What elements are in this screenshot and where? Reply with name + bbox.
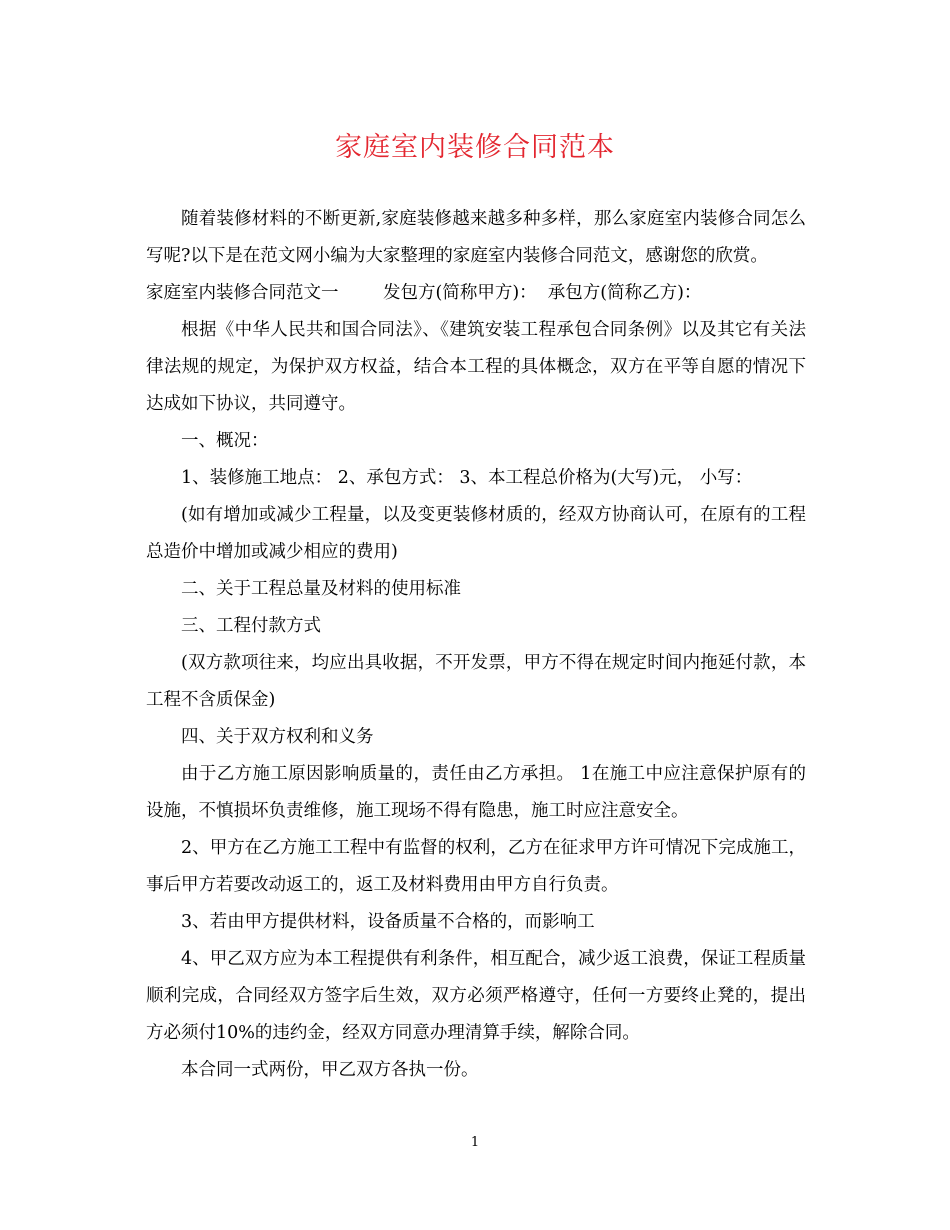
paragraph-legal-basis: 根据《中华人民共和国合同法》、《建筑安装工程承包合同条例》以及其它有关法律法规的规定，为保护双方权益，结合本工程的具体概念，双方在平等自愿的情况下达成如下协议，共同遵守。	[146, 320, 806, 414]
document-body	[146, 201, 806, 1089]
paragraph-rights-1: 由于乙方施工原因影响质量的，责任由乙方承担。 1在施工中应注意保护原有的设施，不慎损坏负责维修，施工现场不得有隐患，施工时应注意安全。	[146, 764, 806, 821]
paragraph-rights-4: 4、甲乙双方应为本工程提供有利条件，相互配合，减少返工浪费，保证工程质量顺利完成，合同经双方签字后生效，双方必须严格遵守，任何一方要终止凳的，提出方必须付10%的违约金，经双方同意办理清算手续，解除合同。	[146, 949, 806, 1043]
document-title: 家庭室内装修合同范本	[335, 132, 615, 163]
paragraph-parties: 家庭室内装修合同范文一 发包方(简称甲方)： 承包方(简称乙方)：	[146, 283, 702, 303]
section-heading-payment: 三、工程付款方式	[181, 616, 321, 636]
section-heading-materials: 二、关于工程总量及材料的使用标准	[181, 579, 461, 599]
paragraph-overview-note: (如有增加或减少工程量，以及变更装修材质的，经双方协商认可，在原有的工程总造价中增加或减少相应的费用)	[146, 505, 806, 562]
paragraph-intro: 随着装修材料的不断更新,家庭装修越来越多种多样，那么家庭室内装修合同怎么写呢?以下是在范文网小编为大家整理的家庭室内装修合同范文，感谢您的欣赏。	[146, 209, 806, 266]
paragraph-rights-3: 3、若由甲方提供材料，设备质量不合格的，而影响工	[181, 912, 595, 932]
section-heading-rights: 四、关于双方权利和义务	[181, 727, 374, 747]
paragraph-rights-2: 2、甲方在乙方施工工程中有监督的权利，乙方在征求甲方许可情况下完成施工，事后甲方若要改动返工的，返工及材料费用由甲方自行负责。	[146, 838, 806, 895]
paragraph-payment-note: (双方款项往来，均应出具收据，不开发票，甲方不得在规定时间内拖延付款，本工程不含质保金)	[146, 653, 806, 710]
paragraph-overview-items: 1、装修施工地点： 2、承包方式： 3、本工程总价格为(大写)元， 小写：	[181, 468, 753, 488]
section-heading-overview: 一、概况：	[181, 431, 269, 451]
paragraph-copies: 本合同一式两份，甲乙双方各执一份。	[181, 1060, 479, 1080]
page-number: 1	[470, 1135, 480, 1150]
